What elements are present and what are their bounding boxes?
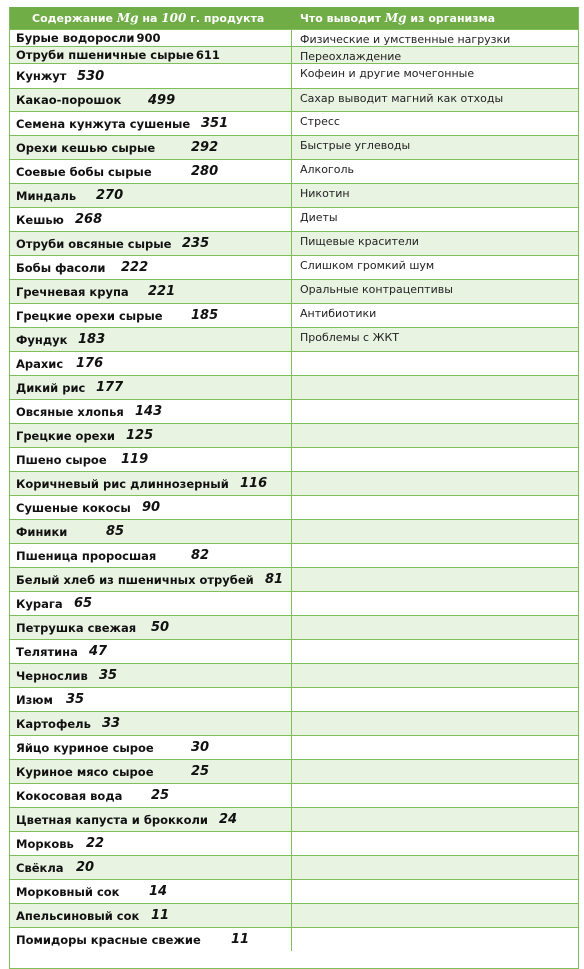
product-name: Апельсиновый сок [16, 908, 140, 923]
magnesium-value: 30 [191, 740, 210, 755]
product-cell [10, 664, 292, 687]
cause-cell [292, 880, 578, 903]
magnesium-value: 185 [191, 308, 219, 323]
table-row [10, 855, 578, 879]
product-name: Грецкие орехи [16, 428, 115, 443]
header-text: г. продукта [190, 12, 265, 25]
table-row [10, 159, 578, 183]
table-row [10, 255, 578, 279]
product-cell [10, 544, 292, 567]
product-name: Петрушка свежая [16, 620, 137, 635]
magnesium-value: 47 [89, 644, 108, 659]
cause-cell [292, 904, 578, 927]
magnesium-value: 292 [191, 140, 219, 155]
table-row [10, 807, 578, 831]
product-name: Отруби овсяные сырые [16, 236, 172, 251]
magnesium-value: 35 [66, 692, 85, 707]
cause-cell [292, 784, 578, 807]
magnesium-value: 82 [191, 548, 210, 563]
product-name: Овсяные хлопья [16, 404, 124, 419]
cause-cell [292, 736, 578, 759]
product-name: Арахис [16, 356, 64, 371]
cause-cell [292, 592, 578, 615]
magnesium-value: 116 [240, 476, 268, 491]
magnesium-value: 14 [149, 884, 168, 899]
table-row [10, 663, 578, 687]
magnesium-value: 499 [148, 92, 176, 108]
product-cell [10, 472, 292, 495]
cause-cell: Проблемы с ЖКТ [300, 331, 399, 344]
table-row [10, 399, 578, 423]
cause-cell [292, 856, 578, 879]
cause-cell [292, 664, 578, 687]
magnesium-value: 81 [265, 572, 284, 587]
table-row [10, 135, 578, 159]
product-cell [10, 256, 292, 279]
table-row [10, 879, 578, 903]
product-cell [10, 136, 292, 159]
table-row [10, 711, 578, 735]
product-cell [10, 760, 292, 783]
product-name: Коричневый рис длиннозерный [16, 476, 229, 491]
table-row [10, 615, 578, 639]
product-name: Кунжут [16, 69, 67, 83]
cause-cell [292, 352, 578, 375]
table-row [10, 591, 578, 615]
magnesium-value: 119 [121, 452, 149, 467]
product-cell [10, 232, 292, 255]
cause-cell: Никотин [300, 187, 350, 200]
product-cell [10, 688, 292, 711]
product-name: Свёкла [16, 860, 64, 875]
table-row [10, 447, 578, 471]
header-amount: 100 [161, 11, 187, 25]
product-cell [10, 856, 292, 879]
product-name: Морковь [16, 836, 74, 851]
product-name: Соевые бобы сырые [16, 164, 152, 179]
product-name: Белый хлеб из пшеничных отрубей [16, 572, 254, 587]
table-row [10, 423, 578, 447]
table-row [10, 567, 578, 591]
product-name: Куриное мясо сырое [16, 764, 154, 779]
cause-cell: Физические и умственные нагрузки [300, 33, 511, 46]
product-cell [10, 496, 292, 519]
product-cell [10, 928, 292, 951]
magnesium-value: 268 [75, 212, 103, 227]
table-row [10, 831, 578, 855]
magnesium-value: 280 [191, 164, 219, 179]
table-row [10, 351, 578, 375]
product-name: Бурые водоросли [16, 31, 135, 45]
product-cell [10, 328, 292, 351]
table-row [10, 111, 578, 135]
cause-cell [292, 544, 578, 567]
product-name: Фундук [16, 332, 68, 347]
cause-cell: Антибиотики [300, 307, 377, 320]
cause-cell: Переохлаждение [300, 50, 402, 63]
cause-cell: Оральные контрацептивы [300, 283, 453, 296]
product-name: Какао-порошок [16, 93, 122, 107]
table-row [10, 375, 578, 399]
cause-cell [292, 568, 578, 591]
table-row [10, 303, 578, 327]
product-name: Помидоры красные свежие [16, 932, 201, 947]
product-cell [10, 448, 292, 471]
cause-cell [292, 808, 578, 831]
magnesium-value: 611 [195, 48, 220, 62]
magnesium-value: 351 [201, 116, 229, 131]
product-name: Морковный сок [16, 884, 120, 899]
cause-cell [292, 712, 578, 735]
table-row [10, 687, 578, 711]
magnesium-value: 176 [76, 356, 104, 371]
cause-cell [292, 688, 578, 711]
cause-cell [292, 400, 578, 423]
product-name: Чернослив [16, 668, 88, 683]
table-row [10, 495, 578, 519]
product-cell [10, 112, 292, 135]
table-row [10, 783, 578, 807]
cause-cell [292, 832, 578, 855]
product-cell [10, 712, 292, 735]
magnesium-value: 177 [96, 380, 124, 395]
table-row [10, 759, 578, 783]
product-cell [10, 880, 292, 903]
table-row [10, 207, 578, 231]
product-name: Отруби пшеничные сырые [16, 48, 194, 62]
magnesium-value: 24 [219, 812, 238, 827]
header-text: Содержание [32, 12, 113, 25]
product-name: Сушеные кокосы [16, 500, 131, 515]
table-row [10, 231, 578, 255]
table-row [10, 471, 578, 495]
cause-cell: Диеты [300, 211, 338, 224]
magnesium-value: 25 [151, 788, 170, 803]
product-cell [10, 616, 292, 639]
magnesium-value: 125 [126, 428, 154, 443]
product-cell [10, 808, 292, 831]
cause-cell [292, 424, 578, 447]
table-row [10, 63, 578, 88]
header-text: из организма [410, 12, 496, 25]
table-row [10, 639, 578, 663]
table-row [10, 903, 578, 927]
product-cell [10, 424, 292, 447]
product-cell [10, 280, 292, 303]
product-cell [10, 640, 292, 663]
cause-cell: Сахар выводит магний как отходы [300, 92, 504, 105]
product-name: Яйцо куриное сырое [16, 740, 154, 755]
table-row [10, 519, 578, 543]
cause-cell [292, 448, 578, 471]
header-mg: Mg [116, 11, 139, 25]
table-row [10, 29, 578, 46]
product-name: Орехи кешью сырые [16, 140, 156, 155]
product-name: Бобы фасоли [16, 260, 106, 275]
magnesium-value: 222 [121, 260, 149, 275]
table-body [10, 29, 578, 968]
table-row [10, 183, 578, 207]
magnesium-value: 20 [76, 860, 95, 875]
header-mg: Mg [384, 11, 407, 25]
product-name: Миндаль [16, 188, 77, 203]
product-name: Кокосовая вода [16, 788, 123, 803]
cause-cell: Алкоголь [300, 163, 354, 176]
product-name: Кешью [16, 212, 64, 227]
magnesium-value: 530 [77, 68, 105, 84]
magnesium-value: 22 [86, 836, 105, 851]
product-name: Финики [16, 524, 68, 539]
cause-cell [292, 520, 578, 543]
cause-cell [292, 472, 578, 495]
product-cell [10, 904, 292, 927]
magnesium-table [9, 7, 579, 969]
product-cell [10, 592, 292, 615]
magnesium-value: 50 [151, 620, 170, 635]
table-row [10, 46, 578, 63]
table-row [10, 327, 578, 351]
magnesium-value: 33 [102, 716, 121, 731]
product-name: Курага [16, 596, 63, 611]
product-cell [10, 184, 292, 207]
table-header [10, 7, 578, 29]
product-cell [10, 304, 292, 327]
table-row [10, 735, 578, 759]
product-name: Пшено сырое [16, 452, 107, 467]
product-name: Цветная капуста и брокколи [16, 812, 208, 827]
cause-cell [292, 640, 578, 663]
cause-cell: Стресс [300, 115, 340, 128]
product-name: Телятина [16, 644, 78, 659]
product-cell [10, 47, 292, 63]
product-name: Пшеница проросшая [16, 548, 157, 563]
cause-cell [292, 616, 578, 639]
product-cell [10, 64, 292, 88]
product-cell [10, 736, 292, 759]
cause-cell [292, 760, 578, 783]
magnesium-value: 90 [142, 500, 161, 515]
cause-cell: Быстрые углеводы [300, 139, 411, 152]
magnesium-value: 183 [78, 332, 106, 347]
cause-cell [292, 376, 578, 399]
table-row [10, 543, 578, 567]
header-cause-column [292, 11, 578, 25]
header-text: Что выводит [300, 12, 382, 25]
magnesium-value: 65 [74, 596, 93, 611]
magnesium-value: 143 [135, 404, 163, 419]
product-name: Семена кунжута сушеные [16, 116, 191, 131]
product-cell [10, 352, 292, 375]
magnesium-value: 235 [182, 236, 210, 251]
product-name: Дикий рис [16, 380, 86, 395]
product-cell [10, 568, 292, 591]
magnesium-value: 25 [191, 764, 210, 779]
cause-cell: Слишком громкий шум [300, 259, 435, 272]
product-name: Картофель [16, 716, 91, 731]
table-row [10, 927, 578, 951]
product-cell [10, 30, 292, 46]
header-product-column [10, 11, 292, 25]
magnesium-value: 11 [151, 908, 170, 923]
magnesium-value: 221 [148, 284, 176, 299]
header-text: на [142, 12, 158, 25]
product-name: Изюм [16, 692, 53, 707]
cause-cell: Пищевые красители [300, 235, 419, 248]
magnesium-value: 900 [136, 31, 161, 45]
magnesium-value: 35 [99, 668, 118, 683]
magnesium-value: 270 [96, 188, 124, 203]
cause-cell [292, 496, 578, 519]
cause-cell [292, 928, 578, 951]
magnesium-value: 85 [106, 524, 125, 539]
table-row [10, 279, 578, 303]
product-cell [10, 400, 292, 423]
table-row [10, 88, 578, 111]
magnesium-value: 11 [231, 932, 250, 947]
product-cell [10, 832, 292, 855]
product-cell [10, 208, 292, 231]
product-name: Грецкие орехи сырые [16, 308, 163, 323]
product-cell [10, 160, 292, 183]
product-cell [10, 89, 292, 111]
product-name: Гречневая крупа [16, 284, 129, 299]
product-cell [10, 784, 292, 807]
product-cell [10, 376, 292, 399]
cause-cell: Кофеин и другие мочегонные [300, 67, 475, 80]
product-cell [10, 520, 292, 543]
